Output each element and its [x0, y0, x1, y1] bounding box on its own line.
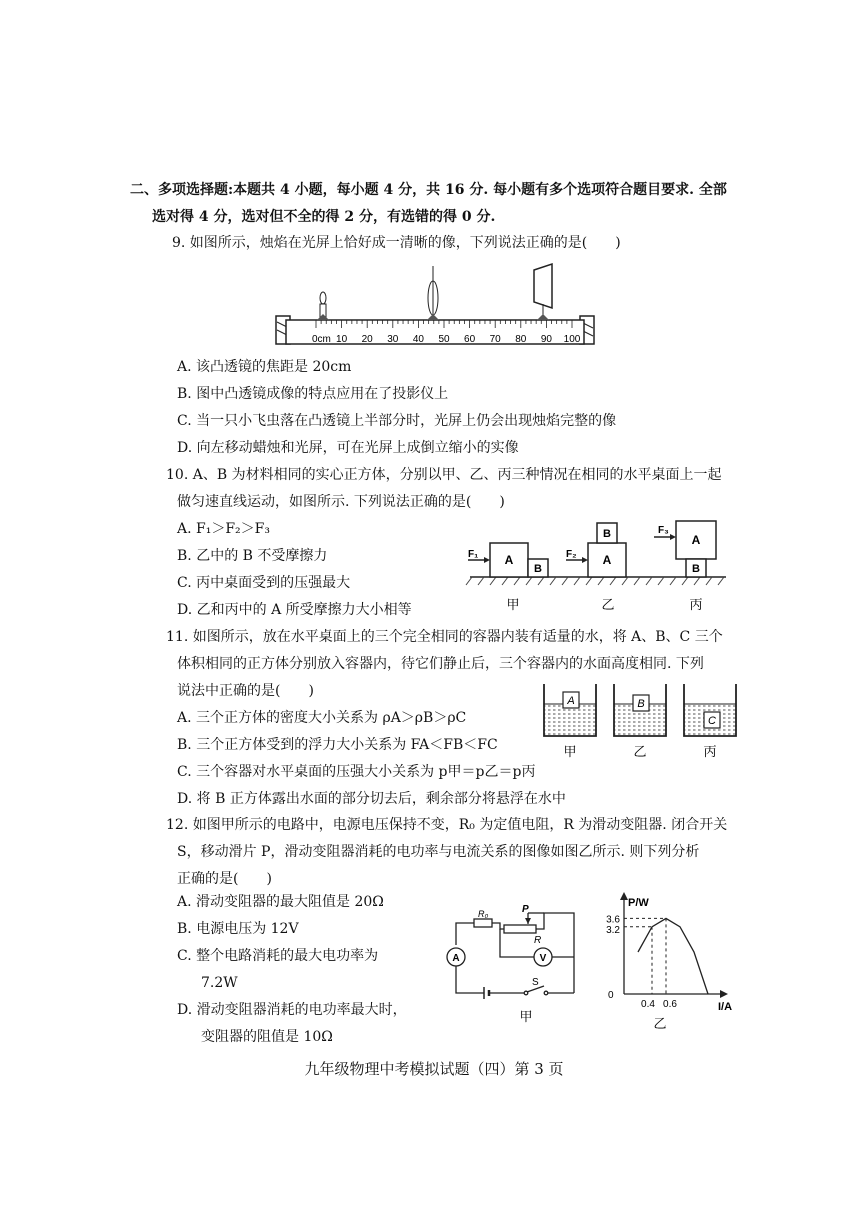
block-a-bing: A [691, 533, 701, 547]
label-voltmeter: V [539, 953, 547, 964]
screen-holder [537, 314, 549, 320]
q9-option-a: A. 该凸透镜的焦距是 20cm [177, 359, 352, 375]
rheostat-r [504, 925, 536, 933]
force-f2: F₂ [566, 549, 577, 560]
q10-option-b: B. 乙中的 B 不受摩擦力 [177, 548, 328, 564]
q12-stem-line2: S，移动滑片 P，滑动变阻器消耗的电功率与电流关系的图像如图乙所示. 则下列分析 [177, 844, 700, 860]
graph-caption: 乙 [653, 1016, 667, 1031]
candle-flame [320, 292, 326, 304]
candle-holder [317, 314, 329, 320]
cube-a: A [567, 695, 575, 707]
ruler-tick-label: 30 [387, 334, 399, 345]
q11-caption-jia: 甲 [563, 744, 577, 759]
q9-option-b: B. 图中凸透镜成像的特点应用在了投影仪上 [177, 386, 449, 402]
q11-stem-line2: 体积相同的正方体分别放入容器内，待它们静止后，三个容器内的水面高度相同. 下列 [177, 656, 704, 672]
cube-b: B [637, 698, 645, 710]
label-r: R [534, 935, 542, 946]
cube-c: C [708, 715, 716, 727]
q10-caption-yi: 乙 [601, 597, 615, 612]
graph-guides [624, 918, 666, 994]
q11-option-d: D. 将 B 正方体露出水面的部分切去后，剩余部分将悬浮在水中 [177, 791, 566, 807]
q10-option-d: D. 乙和丙中的 A 所受摩擦力大小相等 [177, 602, 412, 618]
q10-option-a: A. F₁＞F₂＞F₃ [177, 521, 270, 537]
optical-bench-figure [272, 262, 600, 350]
q11-caption-yi: 乙 [633, 744, 647, 759]
q11-option-a: A. 三个正方体的密度大小关系为 ρA＞ρB＞ρC [177, 710, 467, 726]
lens-holder [427, 314, 439, 320]
ruler-tick-label: 90 [540, 334, 552, 345]
block-b-yi: B [603, 528, 611, 540]
q10-figure [462, 515, 732, 617]
ruler-tick-label: 50 [438, 334, 450, 345]
label-ammeter: A [452, 953, 460, 964]
power-curve [638, 918, 708, 994]
q12-stem-line3: 正确的是( ) [177, 871, 272, 887]
light-screen [534, 264, 552, 308]
q11-caption-bing: 丙 [703, 744, 717, 759]
ruler-tick-label: 40 [412, 334, 424, 345]
q11-figure [538, 680, 748, 762]
ruler-tick-label: 0cm [312, 334, 331, 345]
circuit-diagram [438, 905, 588, 1029]
label-r0: R₀ [478, 909, 489, 919]
q10-stem-line2: 做匀速直线运动，如图所示. 下列说法正确的是( ) [177, 494, 505, 510]
graph-origin: 0 [608, 990, 614, 1001]
q12-option-c-cont: 7.2W [201, 975, 238, 991]
q10-option-c: C. 丙中桌面受到的压强最大 [177, 575, 351, 591]
q10-stem-line1: 10. A、B 为材料相同的实心正方体，分别以甲、乙、丙三种情况在相同的水平桌面上一起 [166, 467, 722, 483]
power-current-graph [598, 888, 748, 1034]
x-tick-0-4: 0.4 [641, 999, 655, 1010]
page-footer: 九年级物理中考模拟试题（四）第 3 页 [304, 1060, 564, 1078]
block-a-yi: A [602, 553, 612, 567]
q12-option-a: A. 滑动变阻器的最大阻值是 20Ω [177, 894, 384, 910]
ruler-tick-label: 20 [361, 334, 373, 345]
section-heading-line1: 二、多项选择题:本题共 4 小题，每小题 4 分，共 16 分. 每小题有多个选项符合题目要求. 全部 [130, 182, 727, 198]
ruler-tick-label: 100 [563, 334, 581, 345]
q9-stem: 9. 如图所示，烛焰在光屏上恰好成一清晰的像，下列说法正确的是( ) [172, 235, 621, 251]
block-b-bing: B [692, 563, 700, 575]
q11-stem-line3: 说法中正确的是( ) [177, 683, 314, 699]
graph-ylabel: P/W [628, 897, 649, 909]
ruler-tick-label: 60 [464, 334, 476, 345]
ruler-tick-label: 70 [489, 334, 501, 345]
q12-stem-line1: 12. 如图甲所示的电路中，电源电压保持不变，R₀ 为定值电阻，R 为滑动变阻器. 闭合开关 [166, 817, 728, 833]
label-switch: S [532, 977, 539, 988]
block-a-jia: A [504, 553, 514, 567]
q12-option-d-cont: 变阻器的阻值是 10Ω [201, 1029, 333, 1045]
section-heading-line2: 选对得 4 分，选对但不全的得 2 分，有选错的得 0 分. [152, 209, 496, 225]
ruler-tick-label: 10 [336, 334, 348, 345]
graph-xlabel: I/A [718, 1001, 733, 1013]
y-tick-3-6: 3.6 [606, 914, 620, 926]
q11-stem-line1: 11. 如图所示，放在水平桌面上的三个完全相同的容器内装有适量的水，将 A、B、C 三个 [166, 629, 723, 645]
y-tick-3-2: 3.2 [606, 924, 620, 936]
ruler-tick-label: 80 [515, 334, 527, 345]
q9-option-d: D. 向左移动蜡烛和光屏，可在光屏上成倒立缩小的实像 [177, 440, 519, 456]
block-b-jia: B [534, 563, 542, 575]
x-tick-0-6: 0.6 [663, 999, 677, 1010]
label-p: P [522, 905, 529, 915]
resistor-r0 [474, 919, 492, 927]
q12-option-c: C. 整个电路消耗的最大电功率为 [177, 948, 379, 964]
q10-caption-bing: 丙 [689, 597, 703, 612]
q10-caption-jia: 甲 [506, 597, 520, 612]
q11-option-c: C. 三个容器对水平桌面的压强大小关系为 p甲＝p乙＝p丙 [177, 764, 536, 780]
force-f1: F₁ [468, 549, 479, 560]
force-f3: F₃ [658, 525, 669, 536]
q11-option-b: B. 三个正方体受到的浮力大小关系为 FA＜FB＜FC [177, 737, 498, 753]
q12-option-d: D. 滑动变阻器消耗的电功率最大时， [177, 1002, 407, 1018]
q12-option-b: B. 电源电压为 12V [177, 921, 299, 937]
q9-option-c: C. 当一只小飞虫落在凸透镜上半部分时，光屏上仍会出现烛焰完整的像 [177, 413, 617, 429]
circuit-caption: 甲 [519, 1009, 533, 1024]
